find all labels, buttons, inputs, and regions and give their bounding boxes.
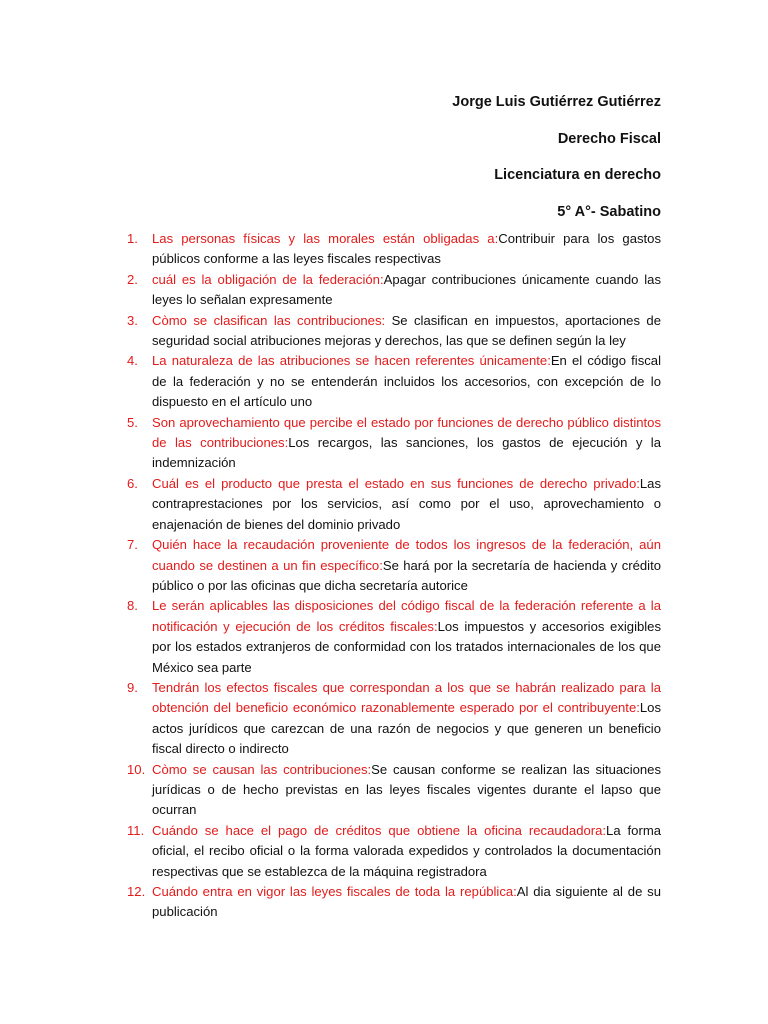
list-item <box>127 474 661 535</box>
item-number: 5. <box>127 414 138 430</box>
program-name: Licenciatura en derecho <box>494 167 661 183</box>
item-number: 11. <box>127 822 145 838</box>
item-number: 6. <box>127 475 138 491</box>
question-text: Cuándo entra en vigor las leyes fiscales de toda la república: <box>152 884 517 899</box>
document-header <box>452 93 661 239</box>
list-item <box>127 413 661 474</box>
answer-text: La forma oficial, el recibo oficial o la forma valorada expedidos y controlados la documentación respectivas que se establezca de la máquina registradora <box>152 822 662 879</box>
question-text: cuál es la obligación de la federación: <box>152 271 384 287</box>
item-number: 12. <box>127 884 146 899</box>
list-item <box>127 351 661 412</box>
question-text: Las personas físicas y las morales están obligadas a: <box>152 231 499 246</box>
list-item <box>127 882 661 923</box>
item-number: 1. <box>127 231 138 246</box>
answer-text: Las contraprestaciones por los servicios, así como por el uso, aprovechamiento o enajenación de bienes del dominio privado <box>152 475 661 532</box>
list-item <box>127 596 661 678</box>
list-item <box>127 678 661 760</box>
item-number: 2. <box>127 271 138 287</box>
list-item <box>127 229 661 270</box>
answer-text: Los recargos, las sanciones, los gastos de ejecución y la indemnización <box>152 435 661 471</box>
answer-text: Se clasifican en impuestos, aportaciones de seguridad social atribuciones mejoras y derechos, las que se definen según la ley <box>152 312 661 349</box>
question-text: Còmo se causan las contribuciones: <box>152 761 372 777</box>
question-text: Cuál es el producto que presta el estado en sus funciones de derecho privado: <box>152 475 640 491</box>
answer-text: Apagar contribuciones únicamente cuando las leyes lo señalan expresamente <box>152 271 661 308</box>
item-number: 10. <box>127 761 146 777</box>
questions-list <box>127 229 661 923</box>
answer-text: Se hará por la secretaría de hacienda y crédito público o por las oficinas que dicha secretaría autorice <box>152 557 661 593</box>
item-number: 3. <box>127 312 138 328</box>
answer-text: Los impuestos y accesorios exigibles por los estados extranjeros de conformidad con los tratados internacionales de los que México sea parte <box>152 618 661 675</box>
answer-text: Los actos jurídicos que carezcan de una razón de negocios y que generen un beneficio fiscal directo o indirecto <box>152 700 661 757</box>
list-item <box>127 821 661 882</box>
author-name: Jorge Luis Gutiérrez Gutiérrez <box>452 94 661 110</box>
question-text: La naturaleza de las atribuciones se hacen referentes únicamente: <box>152 353 551 369</box>
question-text: Cuándo se hace el pago de créditos que obtiene la oficina recaudadora: <box>152 822 607 838</box>
group-name: 5° A°- Sabatino <box>557 203 661 220</box>
answer-text: Al dia siguiente al de su publicación <box>152 884 661 920</box>
answer-text: Se causan conforme se realizan las situaciones jurídicas o de hecho previstas en las leyes fiscales vigentes durante el lapso que ocurran <box>152 761 661 818</box>
item-number: 8. <box>127 598 138 614</box>
subject-name: Derecho Fiscal <box>557 130 661 147</box>
list-item <box>127 760 661 821</box>
question-text: Le serán aplicables las disposiciones del código fiscal de la federación referente a la notificación y ejecución de los créditos fiscales: <box>152 598 661 634</box>
item-number: 9. <box>127 679 138 695</box>
question-text: Tendrán los efectos fiscales que correspondan a los que se habrán realizado para la obtención del beneficio económico razonablemente esperado por el contribuyente: <box>152 679 661 716</box>
answer-text: Contribuir para los gastos públicos conforme a las leyes fiscales respectivas <box>152 231 661 267</box>
question-text: Son aprovechamiento que percibe el estado por funciones de derecho público distintos de las contribuciones: <box>152 414 661 451</box>
answer-text: En el código fiscal de la federación y no se entenderán incluidos los accesorios, con excepción de lo dispuesto en el artículo uno <box>152 353 661 410</box>
list-item <box>127 535 661 596</box>
question-text: Quién hace la recaudación proveniente de todos los ingresos de la federación, aún cuando se destinen a un fin específico: <box>152 537 661 573</box>
item-number: 7. <box>127 537 138 553</box>
item-number: 4. <box>127 353 138 369</box>
question-text: Còmo se clasifican las contribuciones: <box>152 312 392 328</box>
list-item <box>127 270 661 311</box>
list-item <box>127 311 661 352</box>
